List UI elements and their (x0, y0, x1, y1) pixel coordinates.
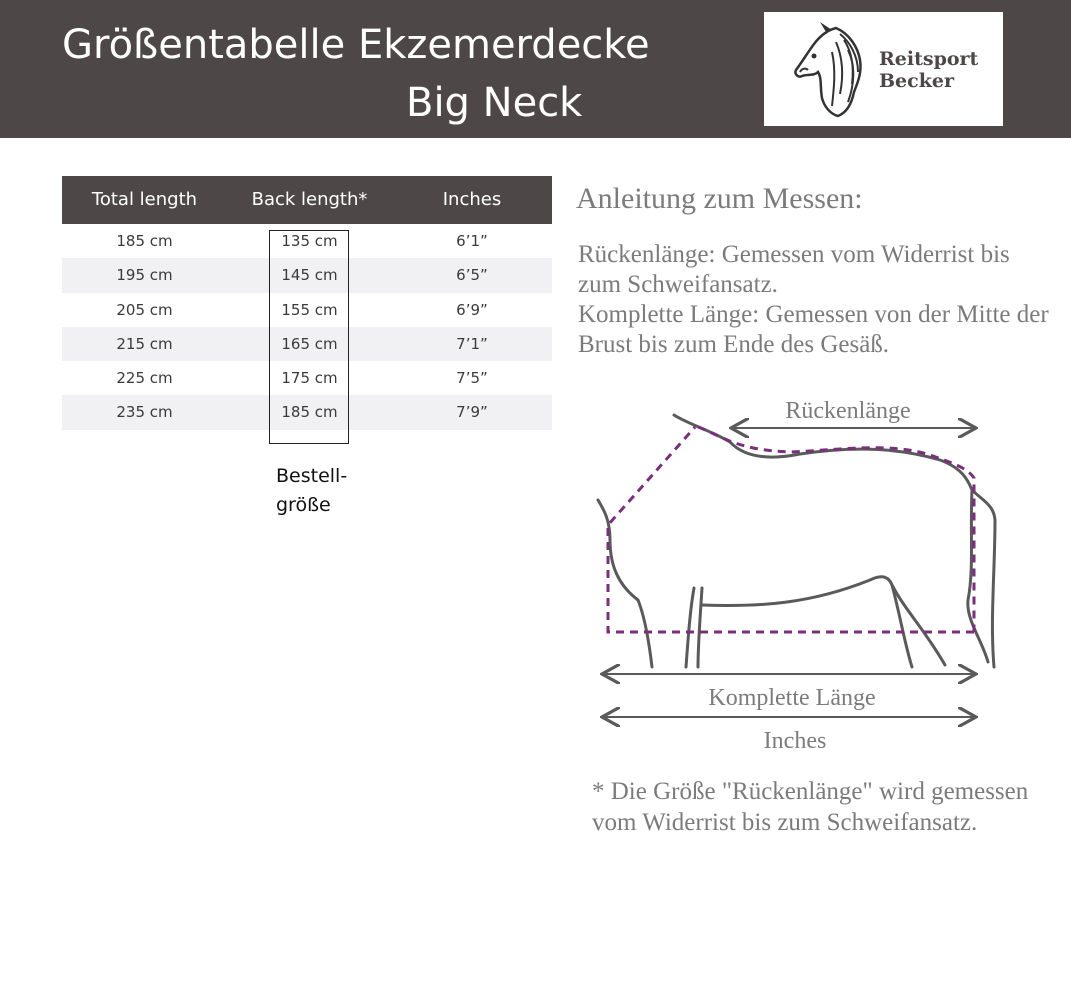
horse-head-icon (792, 22, 872, 118)
table-row: 215 cm 165 cm 7’1” (62, 327, 552, 361)
column-header-total-length: Total length (91, 189, 198, 210)
instructions-title: Anleitung zum Messen: (576, 182, 863, 215)
column-header-back-length: Back length* (251, 189, 368, 210)
column-header-inches: Inches (442, 189, 502, 210)
inches-label: Inches (763, 728, 827, 754)
table-row: 185 cm 135 cm 6’1” (116, 232, 488, 250)
horse-measurement-diagram (590, 390, 1010, 760)
footnote: * Die Größe "Rückenlänge" wird gemessen vom Widerrist bis zum Schweifansatz. (592, 778, 1029, 836)
back-length-highlight-box (269, 230, 349, 444)
header-banner (0, 0, 1071, 138)
page-subtitle: Big Neck (406, 80, 583, 126)
back-length-label: Rückenlänge (785, 398, 911, 424)
instructions-text (578, 240, 1058, 360)
table-row: 195 cm 145 cm 6’5” (62, 258, 552, 292)
brand-logo (764, 12, 1003, 126)
table-row: 225 cm 175 cm 7’5” (116, 369, 488, 388)
table-header (62, 176, 552, 224)
table-row: 205 cm 155 cm 6’9” (116, 300, 488, 319)
total-length-label: Komplette Länge (708, 685, 876, 711)
order-size-note: Bestell- größe (276, 465, 348, 516)
page-title: Größentabelle Ekzemerdecke (62, 22, 650, 68)
back-length-instruction: Rückenlänge: Gemessen vom Widerrist bis zum Schweifansatz. (578, 241, 1010, 298)
total-length-instruction: Komplette Länge: Gemessen von der Mitte der Brust bis zum Ende des Gesäß. (578, 301, 1049, 358)
table-row: 235 cm 185 cm 7’9” (62, 395, 552, 429)
brand-name: Reitsport Becker (879, 48, 979, 92)
